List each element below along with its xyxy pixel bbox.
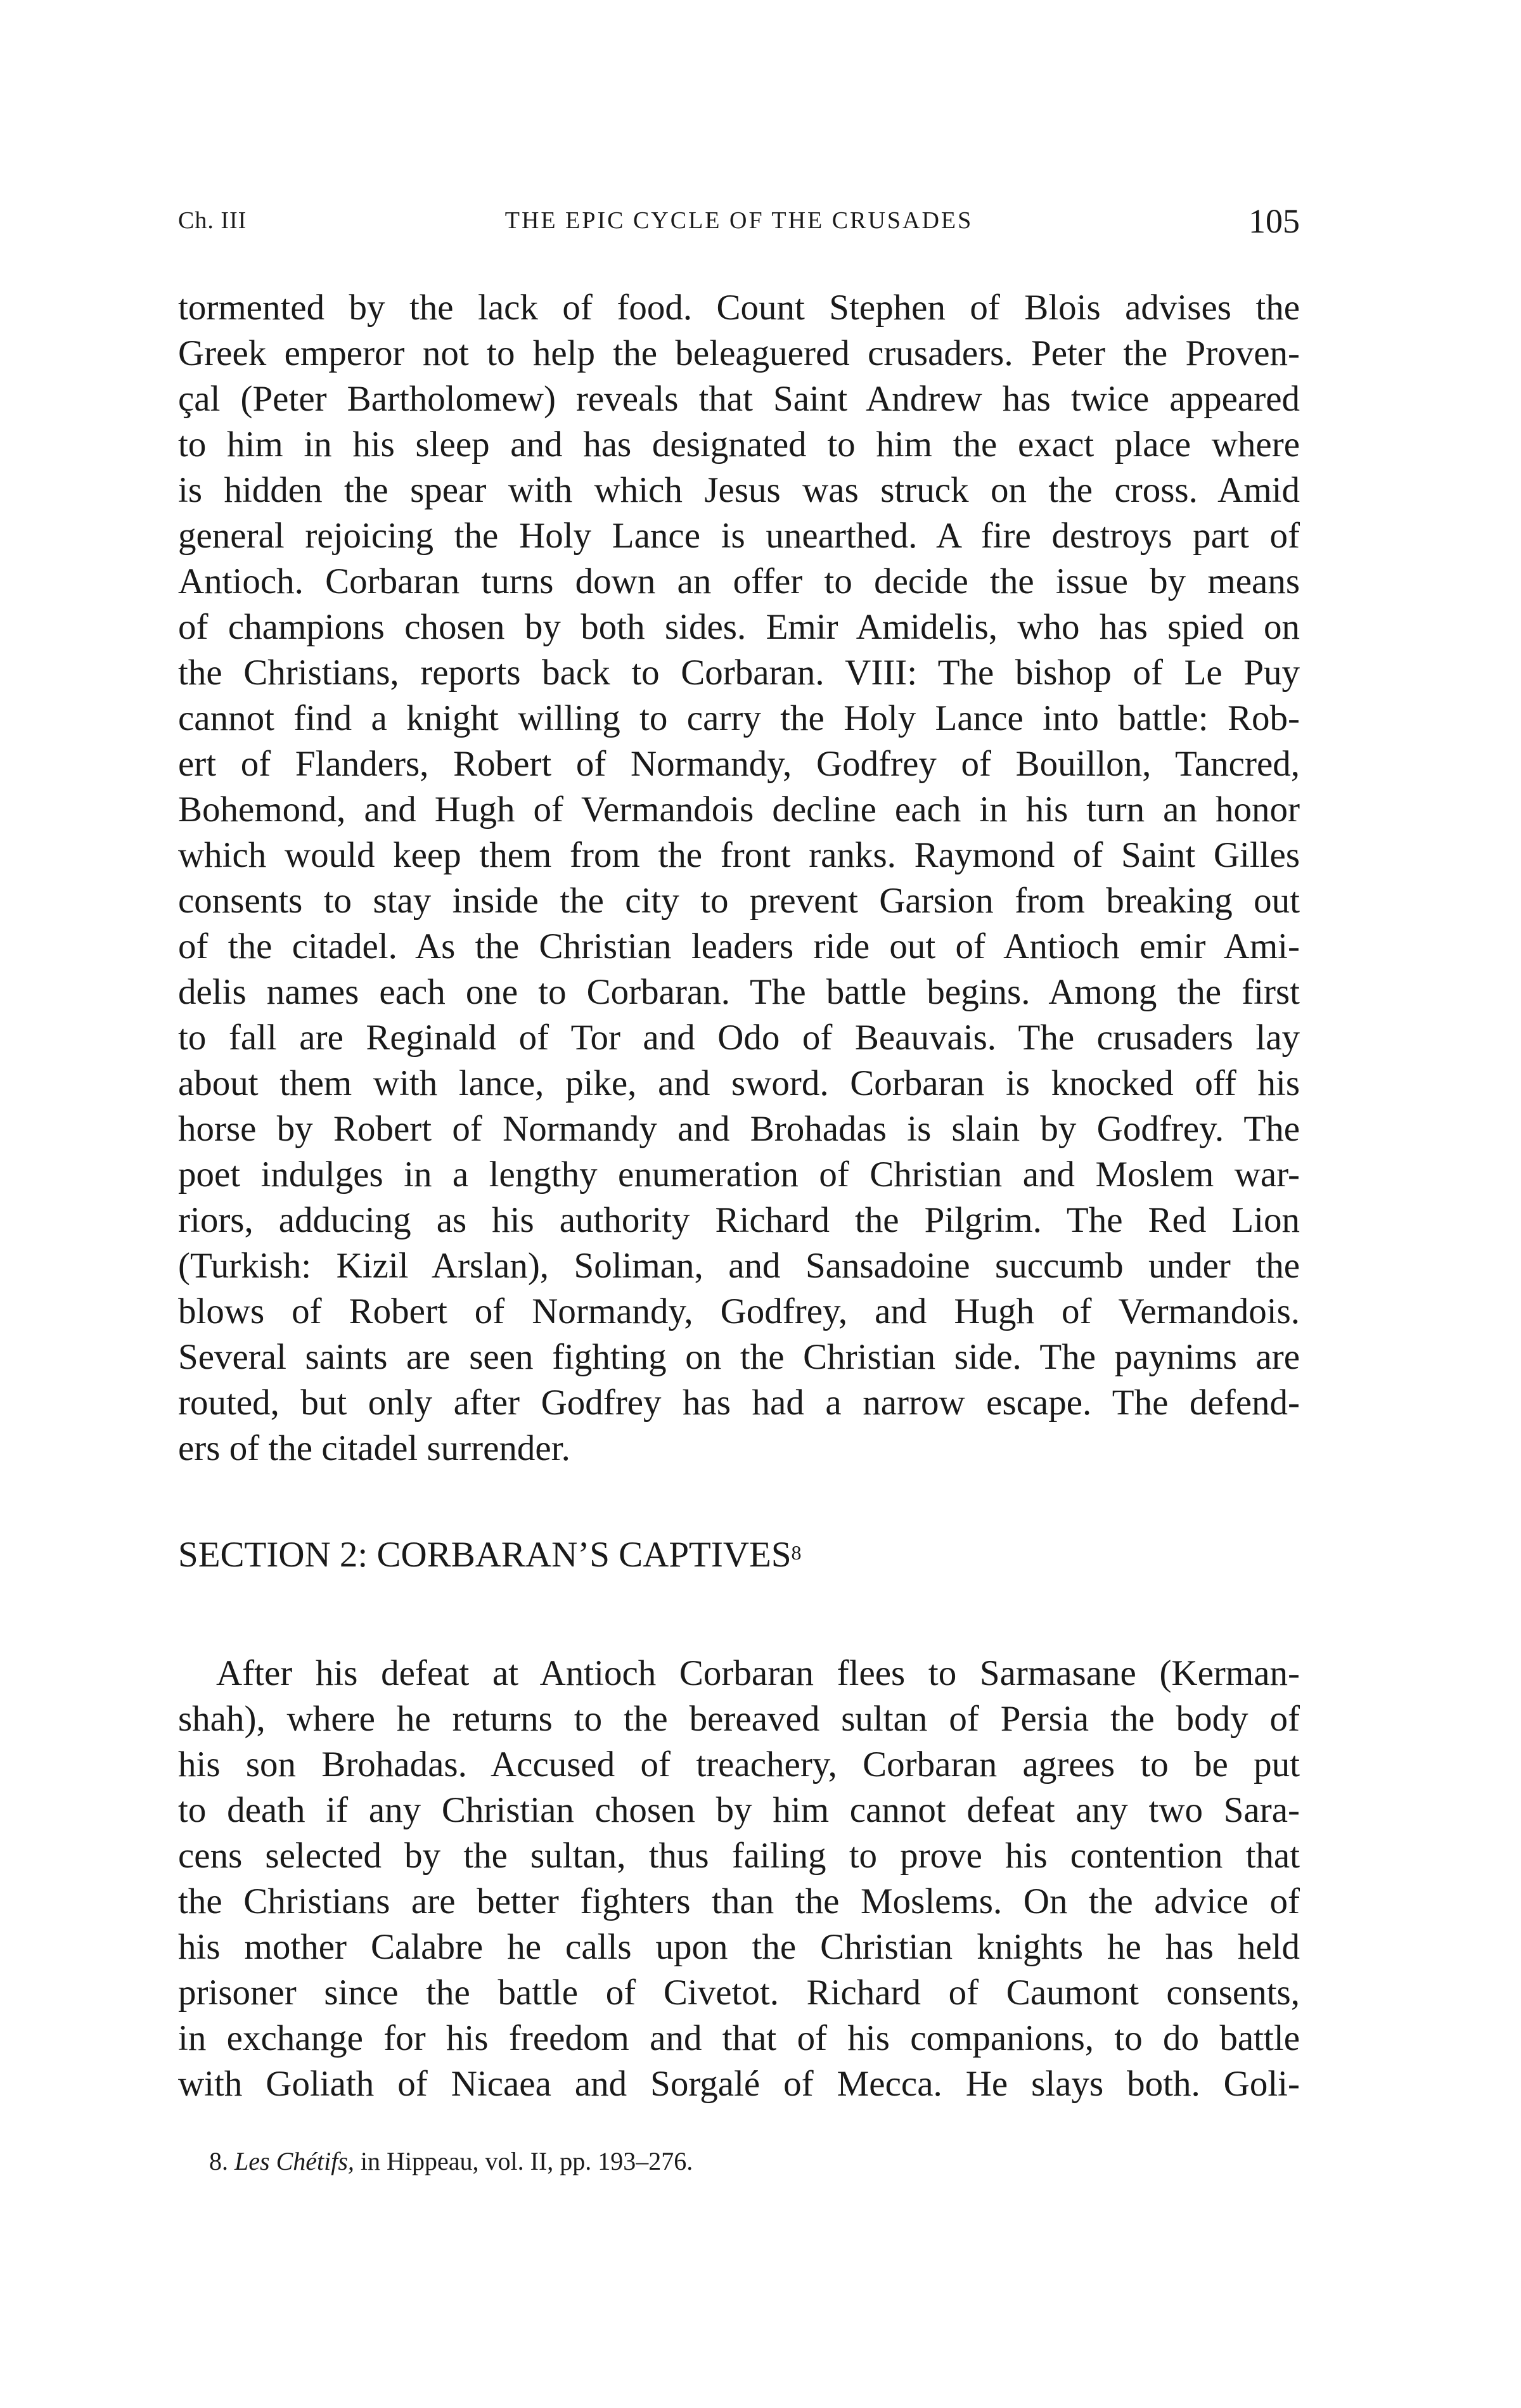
text-line: Several saints are seen fighting on the Christian side. The paynims are [178, 1337, 1300, 1377]
text-line: After his defeat at Antioch Corbaran flees to Sarmasane (Kerman- [216, 1653, 1300, 1693]
footnote-reference[interactable]: 8 [791, 1541, 802, 1564]
paragraph-1 [178, 285, 1300, 1471]
paragraph-2 [178, 1651, 1300, 2107]
text-line: is hidden the spear with which Jesus was struck on the cross. Amid [178, 470, 1300, 510]
text-line: Antioch. Corbaran turns down an offer to decide the issue by means [178, 561, 1300, 601]
text-line: consents to stay inside the city to prevent Garsion from breaking out [178, 881, 1300, 921]
text-line: in exchange for his freedom and that of his companions, to do battle [178, 2018, 1300, 2058]
text-line: with Goliath of Nicaea and Sorgalé of Mecca. He slays both. Goli- [178, 2064, 1300, 2104]
text-line: blows of Robert of Normandy, Godfrey, and Hugh of Vermandois. [178, 1291, 1300, 1331]
text-line: Greek emperor not to help the beleaguered crusaders. Peter the Proven- [178, 333, 1300, 373]
text-line: the Christians, reports back to Corbaran. VIII: The bishop of Le Puy [178, 653, 1300, 693]
section-heading [178, 1532, 802, 1578]
text-line: routed, but only after Godfrey has had a narrow escape. The defend- [178, 1383, 1300, 1423]
text-line: of champions chosen by both sides. Emir Amidelis, who has spied on [178, 607, 1300, 647]
text-line: poet indulges in a lengthy enumeration of Christian and Moslem war- [178, 1155, 1300, 1194]
text-line: tormented by the lack of food. Count Stephen of Blois advises the [178, 288, 1300, 328]
chapter-label: Ch. III [178, 207, 247, 234]
text-line: ert of Flanders, Robert of Normandy, Godfrey of Bouillon, Tancred, [178, 744, 1300, 784]
text-line: which would keep them from the front ranks. Raymond of Saint Gilles [178, 835, 1300, 875]
text-line: ers of the citadel surrender. [178, 1428, 570, 1468]
text-line: his mother Calabre he calls upon the Christian knights he has held [178, 1927, 1300, 1967]
text-line: (Turkish: Kizil Arslan), Soliman, and Sansadoine succumb under the [178, 1246, 1300, 1286]
footnote-title: Les Chétifs, [234, 2147, 354, 2175]
section-heading-text: SECTION 2: CORBARAN’S CAPTIVES [178, 1535, 792, 1575]
running-head [178, 202, 1300, 240]
text-line: çal (Peter Bartholomew) reveals that Saint Andrew has twice appeared [178, 379, 1300, 419]
text-line: shah), where he returns to the bereaved sultan of Persia the body of [178, 1699, 1300, 1739]
text-line: of the citadel. As the Christian leaders ride out of Antioch emir Ami- [178, 926, 1300, 966]
text-line: his son Brohadas. Accused of treachery, Corbaran agrees to be put [178, 1745, 1300, 1784]
text-line: general rejoicing the Holy Lance is unearthed. A fire destroys part of [178, 516, 1300, 556]
page-number: 105 [1248, 202, 1300, 240]
text-line: horse by Robert of Normandy and Brohadas is slain by Godfrey. The [178, 1109, 1300, 1149]
text-line: prisoner since the battle of Civetot. Richard of Caumont consents, [178, 1973, 1300, 2013]
text-line: cens selected by the sultan, thus failing to prove his contention that [178, 1836, 1300, 1876]
text-line: cannot find a knight willing to carry the Holy Lance into battle: Rob- [178, 698, 1300, 738]
text-line: Bohemond, and Hugh of Vermandois decline each in his turn an honor [178, 790, 1300, 829]
footnote-number: 8. [209, 2147, 228, 2175]
text-line: riors, adducing as his authority Richard the Pilgrim. The Red Lion [178, 1200, 1300, 1240]
text-line: the Christians are better fighters than the Moslems. On the advice of [178, 1881, 1300, 1921]
text-line: to death if any Christian chosen by him cannot defeat any two Sara- [178, 1790, 1300, 1830]
text-line: about them with lance, pike, and sword. Corbaran is knocked off his [178, 1063, 1300, 1103]
running-title: THE EPIC CYCLE OF THE CRUSADES [504, 207, 973, 234]
text-line: delis names each one to Corbaran. The battle begins. Among the first [178, 972, 1300, 1012]
text-line: to him in his sleep and has designated to him the exact place where [178, 425, 1300, 464]
footnote [209, 2145, 693, 2178]
text-line: to fall are Reginald of Tor and Odo of Beauvais. The crusaders lay [178, 1018, 1300, 1058]
footnote-citation: in Hippeau, vol. II, pp. 193–276. [354, 2147, 693, 2175]
